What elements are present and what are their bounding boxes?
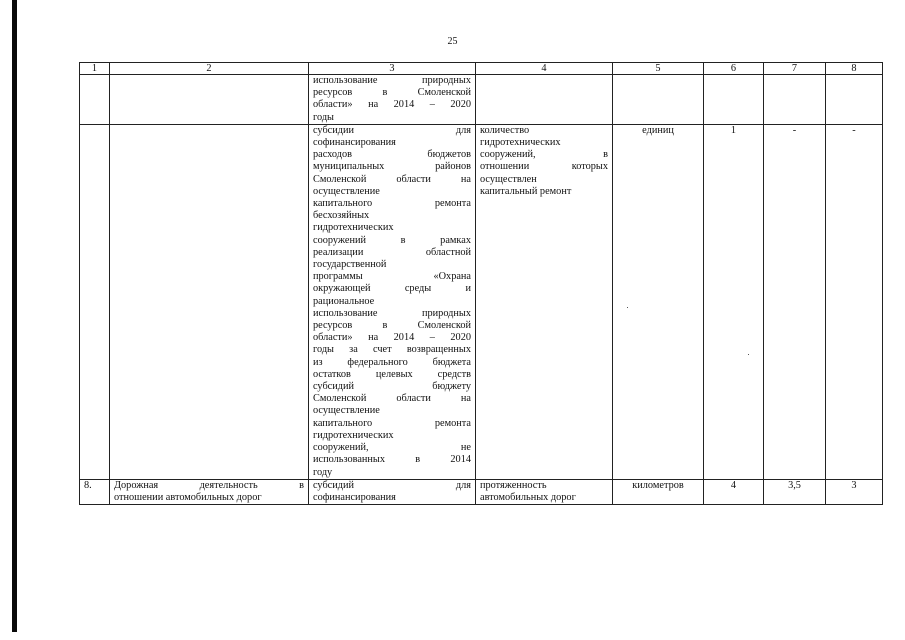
text-line: осуществление: [313, 405, 380, 417]
text-line: гидротехнических: [480, 137, 561, 149]
text-line: расходов бюджетов: [313, 149, 471, 161]
scan-speck: [627, 307, 628, 308]
table-row-8: [80, 479, 883, 504]
cell-indicator: [476, 75, 613, 125]
text-line: отношении автомобильных дорог: [114, 491, 262, 503]
text-line: субсидий бюджету: [313, 381, 471, 393]
text-line: субсидии для: [313, 124, 471, 136]
text-line: из федерального бюджета: [313, 356, 471, 368]
cell-activity: [110, 479, 309, 504]
text-line: муниципальных районов: [313, 161, 471, 173]
cell-value-8: -: [826, 124, 883, 479]
text-line: году: [313, 466, 333, 478]
text-line: реализации областной: [313, 246, 471, 258]
cell-indicator: [476, 124, 613, 479]
text-line: капитального ремонта: [313, 198, 471, 210]
table-header-row: [80, 63, 883, 75]
text-line: капитального ремонта: [313, 417, 471, 429]
cell-value-7: [764, 75, 826, 125]
cell-indicator: [476, 479, 613, 504]
text-line: автомобильных дорог: [480, 491, 576, 503]
cell-activity: [110, 75, 309, 125]
text-line: годы: [313, 111, 334, 123]
text-line: софинансирования: [313, 137, 396, 149]
table-row-continuation: [80, 75, 883, 125]
cell-value-8: 3: [826, 479, 883, 504]
text-line: бесхозяйных: [313, 210, 370, 222]
text-line: ресурсов в Смоленской: [313, 87, 471, 99]
text-line: области» на 2014 – 2020: [313, 332, 471, 344]
header-cell-1: 1: [80, 63, 110, 75]
text-line: использованных в 2014: [313, 454, 471, 466]
text-line: остатков целевых средств: [313, 368, 471, 380]
text-line: Смоленской области на: [313, 173, 471, 185]
program-table: [79, 62, 883, 505]
text-line: осуществление: [313, 185, 380, 197]
cell-unit: [613, 75, 704, 125]
header-cell-8: 8: [826, 63, 883, 75]
text-line: осуществлен: [480, 173, 537, 185]
cell-value-7: 3,5: [764, 479, 826, 504]
text-line: количество: [480, 124, 530, 136]
text-line: сооружений, не: [313, 442, 471, 454]
text-line: субсидий для: [313, 479, 471, 491]
cell-number: 8.: [80, 479, 110, 504]
text-line: годы за счет возвращенных: [313, 344, 471, 356]
text-line: программы «Охрана: [313, 271, 471, 283]
text-line: гидротехнических: [313, 429, 394, 441]
header-cell-6: 6: [704, 63, 764, 75]
header-cell-4: 4: [476, 63, 613, 75]
header-cell-7: 7: [764, 63, 826, 75]
text-line: гидротехнических: [313, 222, 394, 234]
text-line: использование природных: [313, 307, 471, 319]
cell-value-6: 1: [704, 124, 764, 479]
cell-activity: [110, 124, 309, 479]
cell-measure-text: [309, 124, 476, 479]
text-line: Смоленской области на: [313, 393, 471, 405]
cell-value-6: [704, 75, 764, 125]
header-cell-5: 5: [613, 63, 704, 75]
text-line: рациональное: [313, 295, 375, 307]
page-number: 25: [447, 36, 458, 47]
scan-speck: [748, 354, 749, 355]
cell-number: [80, 124, 110, 479]
text-line: сооружений в рамках: [313, 234, 471, 246]
cell-value-6: 4: [704, 479, 764, 504]
cell-measure-text: [309, 75, 476, 125]
header-cell-3: 3: [309, 63, 476, 75]
text-line: государственной: [313, 259, 387, 271]
text-line: отношении которых: [480, 161, 608, 173]
text-line: протяженность: [480, 479, 547, 491]
cell-measure-text: [309, 479, 476, 504]
header-cell-2: 2: [110, 63, 309, 75]
table-row-subsidy: [80, 124, 883, 479]
cell-unit: километров: [613, 479, 704, 504]
cell-value-7: -: [764, 124, 826, 479]
text-line: ресурсов в Смоленской: [313, 320, 471, 332]
text-line: Дорожная деятельность в: [114, 479, 304, 491]
text-line: использование природных: [313, 75, 471, 86]
text-line: софинансирования: [313, 491, 396, 503]
cell-value-8: [826, 75, 883, 125]
scan-edge-bar: [12, 0, 17, 632]
text-line: окружающей среды и: [313, 283, 471, 295]
text-line: области» на 2014 – 2020: [313, 99, 471, 111]
cell-unit: единиц: [613, 124, 704, 479]
text-line: сооружений, в: [480, 149, 608, 161]
text-line: капитальный ремонт: [480, 185, 572, 197]
cell-number: [80, 75, 110, 125]
